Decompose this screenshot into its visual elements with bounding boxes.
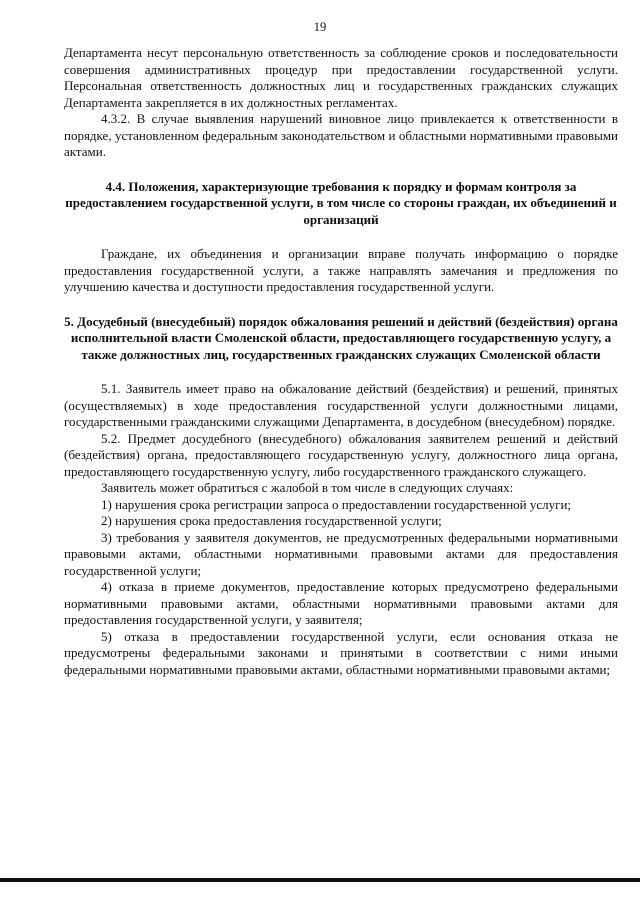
list-item-case-5: 5) отказа в предоставлении государственной услуги, если основания отказа не предусмотрены федеральными законами и принятыми в соответствии с ними иными федеральными нормативными правовыми актами, областными нормативными правовыми актами; [64, 628, 618, 677]
paragraph-cases-intro: Заявитель может обратиться с жалобой в том числе в следующих случаях: [101, 480, 514, 495]
paragraph-citizens-info: Граждане, их объединения и организации вправе получать информацию о порядке предоставления государственной услуги, а также направлять замечания и предложения по улучшению качества и доступности предоставления государственной услуги. [64, 246, 618, 294]
list-item-case-3: 3) требования у заявителя документов, не предусмотренных федеральными нормативными правовыми актами, областными нормативными правовыми актами для предоставления государственной услуги; [64, 529, 618, 578]
paragraph-responsibility: Департамента несут персональную ответственность за соблюдение сроков и последовательности совершения административных процедур при предоставлении государственной услуги. Персональная ответственность должностных лиц и государственных гражданских служащих Департамента закрепляется в их должностных регламентах. [64, 45, 618, 110]
list-item-case-1: 1) нарушения срока регистрации запроса о предоставлении государственной услуги; [101, 496, 572, 512]
paragraph-5-1: 5.1. Заявитель имеет право на обжалование действий (бездействия) и решений, принятых (осуществляемых) в ходе предоставления государственной услуги должностными лицами, государственными гражданскими служащими Департамента, в досудебном (внесудебном) порядке. [64, 381, 618, 429]
section-heading-5: 5. Досудебный (внесудебный) порядок обжалования решений и действий (бездействия) органа исполнительной власти Смоленской области, предоставляющего государственную услугу, а также должностных лиц, государственных гражданских служащих Смоленской области [64, 313, 618, 362]
page-content [64, 45, 618, 678]
paragraph-4-3-2: 4.3.2. В случае выявления нарушений виновное лицо привлекается к ответственности в порядке, установленном федеральным законодательством и областными нормативными правовыми актами. [64, 111, 618, 159]
page-number: 19 [313, 20, 327, 34]
paragraph-5-2: 5.2. Предмет досудебного (внесудебного) обжалования заявителем решений и действий (бездействия) органа, предоставляющего государственную услугу, должностного лица органа, предоставляющего государственную услугу, либо государственного гражданского служащего. [64, 430, 618, 479]
list-item-case-4: 4) отказа в приеме документов, предоставление которых предусмотрено федеральными нормативными правовыми актами, областными нормативными правовыми актами для предоставления государственной услуги, у заявителя; [64, 579, 618, 627]
section-heading-4-4: 4.4. Положения, характеризующие требования к порядку и формам контроля за предоставлением государственной услуги, в том числе со стороны граждан, их объединений и организаций [65, 178, 617, 227]
list-item-case-2: 2) нарушения срока предоставления государственной услуги; [101, 513, 442, 528]
bottom-rule [0, 878, 640, 882]
